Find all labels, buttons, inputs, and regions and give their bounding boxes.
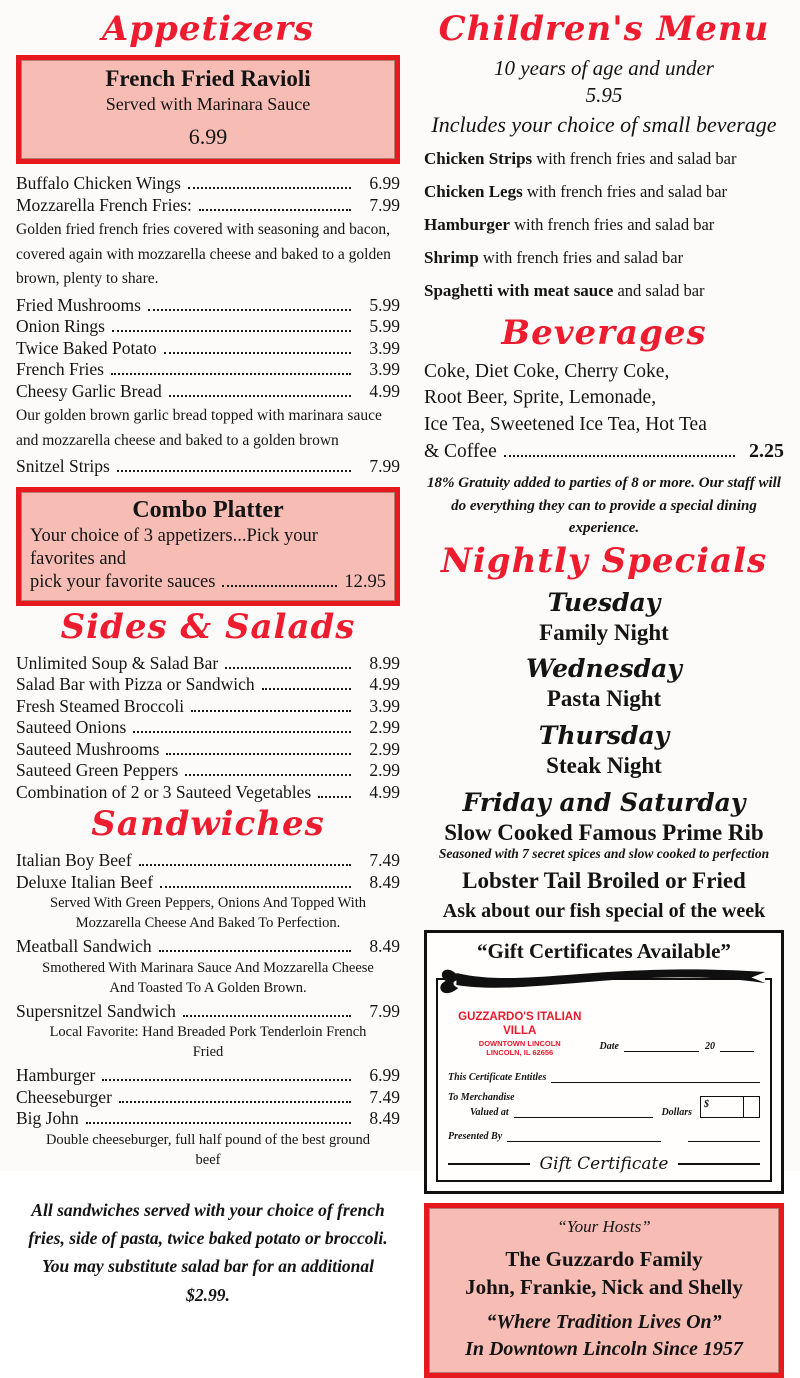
- sandwiches-footnote: All sandwiches served with your choice of french fries, side of pasta, twice baked potato or broccoli. You may substitute salad bar for an additional $2.99.: [28, 1199, 388, 1305]
- special-description: Seasoned with 7 secret spices and slow cooked to perfection: [438, 846, 770, 862]
- fish-special-note: Ask about our fish special of the week: [442, 899, 766, 922]
- childrens-item-name: Chicken Strips: [424, 149, 533, 169]
- hosts-family-name: The Guzzardo Family: [505, 1246, 703, 1271]
- menu-item-row: [16, 760, 400, 782]
- item-price: 7.49: [369, 1086, 400, 1107]
- ribbon-band: [456, 969, 765, 987]
- childrens-item: [424, 248, 784, 268]
- special-day: Wednesday: [526, 654, 682, 684]
- sandwiches-heading: Sandwiches: [91, 804, 325, 845]
- entitles-label: This Certificate Entitles: [448, 1071, 547, 1083]
- special-name: Steak Night: [546, 753, 662, 779]
- childrens-item: [424, 281, 784, 301]
- beverages-line: Coke, Diet Coke, Cherry Coke,: [424, 360, 670, 382]
- menu-item-row: [16, 653, 400, 675]
- item-price: 8.49: [369, 936, 400, 957]
- dot-leader: [160, 886, 351, 888]
- item-description: Double cheeseburger, full half pound of the best ground beef: [45, 1131, 371, 1168]
- beverages-line: Root Beer, Sprite, Lemonade,: [424, 387, 657, 409]
- item-name: Cheeseburger: [16, 1086, 112, 1107]
- certificate-caption: Gift Certificate: [539, 1154, 669, 1175]
- business-address-line: LINCOLN, IL 62656: [486, 1048, 554, 1058]
- item-name: Big John: [16, 1108, 79, 1129]
- childrens-item: [424, 149, 784, 169]
- presented-by-row: [448, 1127, 760, 1142]
- item-price: 6.99: [369, 1065, 400, 1086]
- dot-leader: [166, 753, 351, 755]
- menu-item-row: [16, 338, 400, 360]
- item-price: 7.99: [369, 1000, 400, 1021]
- dot-leader: [159, 950, 351, 952]
- menu-item-row: [16, 195, 400, 217]
- item-name: Deluxe Italian Beef: [16, 871, 154, 892]
- hosts-tagline: “Where Tradition Lives On”: [486, 1311, 722, 1334]
- dot-leader: [504, 455, 735, 457]
- item-price: 2.99: [369, 760, 400, 781]
- nightly-specials-heading: Nightly Specials: [440, 540, 768, 581]
- item-price: 4.99: [369, 674, 400, 695]
- beverages-line: Ice Tea, Sweetened Ice Tea, Hot Tea: [424, 413, 707, 435]
- dot-leader: [102, 1079, 351, 1081]
- menu-item-row: [16, 782, 400, 804]
- business-address-line: DOWNTOWN LINCOLN: [478, 1038, 561, 1048]
- dollar-box-divider: [743, 1097, 745, 1117]
- childrens-item-rest: and salad bar: [613, 280, 705, 300]
- featured-item-price: 6.99: [188, 124, 228, 150]
- appetizers-heading: Appetizers: [101, 9, 315, 49]
- item-price: 8.49: [369, 871, 400, 892]
- blank-line: [688, 1127, 760, 1142]
- childrens-age-note: 10 years of age and under: [494, 56, 714, 81]
- childrens-item-rest: with french fries and salad bar: [532, 149, 737, 169]
- dot-leader: [222, 585, 337, 587]
- childrens-menu-heading: Children's Menu: [438, 9, 770, 49]
- item-name: Italian Boy Beef: [16, 850, 132, 871]
- childrens-item-rest: with french fries and salad bar: [522, 182, 728, 202]
- dot-leader: [169, 395, 351, 397]
- menu-item-row: [16, 295, 400, 317]
- left-page-column: [8, 8, 404, 1305]
- item-price: 5.99: [369, 294, 400, 315]
- childrens-price: 5.95: [585, 83, 623, 108]
- business-name: GUZZARDO'S ITALIAN VILLA: [458, 1010, 582, 1038]
- dot-leader: [199, 209, 351, 211]
- blank-line: [624, 1037, 699, 1052]
- item-name: Sauteed Onions: [16, 717, 127, 738]
- dot-leader: [262, 688, 351, 690]
- dot-leader: [164, 352, 351, 354]
- date-label: Date: [599, 1041, 619, 1053]
- french-fried-ravioli-box: [16, 55, 400, 164]
- menu-item-row: [16, 1108, 400, 1130]
- item-price: 4.99: [369, 781, 400, 802]
- childrens-item-name: Spaghetti with meat sauce: [424, 280, 614, 300]
- presented-by-label: Presented By: [448, 1131, 503, 1143]
- merchandise-row: [448, 1092, 760, 1118]
- combo-title: Combo Platter: [132, 496, 284, 523]
- item-name: Combination of 2 or 3 Sauteed Vegetables: [16, 781, 312, 802]
- special-name: Pasta Night: [546, 686, 662, 712]
- gratuity-note: 18% Gratuity added to parties of 8 or more. Our staff will do everything they can to provide a special dining experience.: [427, 475, 781, 537]
- item-price: 8.99: [369, 652, 400, 673]
- hosts-tagline: In Downtown Lincoln Since 1957: [465, 1337, 743, 1360]
- combo-text-line2-row: [30, 571, 386, 594]
- menu-item-row: [16, 717, 400, 739]
- gift-certificates-box: [424, 930, 784, 1195]
- item-name: Mozzarella French Fries:: [16, 194, 192, 215]
- special-day: Tuesday: [547, 587, 661, 617]
- gift-certificate-form: [436, 978, 772, 1182]
- item-description: Served With Green Peppers, Onions And Topped With Mozzarella Cheese And Baked To Perfection.: [50, 895, 366, 932]
- hosts-quote: “Your Hosts”: [557, 1217, 651, 1237]
- item-price: 3.99: [369, 695, 400, 716]
- special-name: Slow Cooked Famous Prime Rib: [444, 819, 764, 845]
- childrens-item-rest: with french fries and salad bar: [509, 215, 715, 234]
- certificate-header-row: [448, 1010, 760, 1058]
- combo-text-line1: Your choice of 3 appetizers...Pick your favorites and: [30, 525, 318, 569]
- dollar-sign: $: [704, 1098, 709, 1110]
- item-price: 7.99: [369, 456, 400, 477]
- item-price: 5.99: [369, 316, 400, 337]
- dot-leader: [111, 373, 351, 375]
- item-price: 7.99: [369, 194, 400, 215]
- item-name: Snitzel Strips: [16, 456, 110, 477]
- beverages-heading: Beverages: [501, 312, 707, 353]
- menu-item-row: [16, 359, 400, 381]
- valued-at-row: [448, 1103, 653, 1118]
- item-description: Our golden brown garlic bread topped with marinara sauce and mozzarella cheese and baked to a golden brown: [16, 407, 382, 449]
- childrens-item-name: Chicken Legs: [424, 182, 523, 202]
- menu-item-row: [16, 936, 400, 958]
- childrens-item-name: Shrimp: [424, 247, 479, 267]
- hosts-members: John, Frankie, Nick and Shelly: [465, 1275, 743, 1300]
- menu-item-row: [16, 1001, 400, 1023]
- beverages-price: 2.25: [749, 440, 784, 463]
- business-block: [448, 1010, 592, 1058]
- dot-leader: [133, 731, 351, 733]
- dot-leader: [139, 864, 351, 866]
- merchandise-label: To Merchandise: [448, 1091, 515, 1103]
- dot-leader: [119, 1101, 351, 1103]
- dot-leader: [86, 1122, 351, 1124]
- dot-leader: [188, 187, 351, 189]
- childrens-item: [424, 215, 784, 235]
- dot-leader: [112, 330, 351, 332]
- blank-line: [720, 1037, 754, 1052]
- item-description: Golden fried french fries covered with seasoning and bacon, covered again with mozzarella cheese and baked to a golden brown, plenty to share.: [16, 221, 391, 288]
- item-price: 2.99: [369, 738, 400, 759]
- merchandise-labels: [448, 1092, 653, 1118]
- right-page-column: [404, 8, 794, 1360]
- menu-item-row: [16, 173, 400, 195]
- item-price: 8.49: [369, 1108, 400, 1129]
- childrens-item-name: Hamburger: [424, 215, 510, 234]
- dot-leader: [117, 470, 351, 472]
- item-name: Sauteed Mushrooms: [16, 738, 160, 759]
- menu-item-row: [16, 674, 400, 696]
- item-name: Fried Mushrooms: [16, 294, 141, 315]
- item-name: Onion Rings: [16, 316, 105, 337]
- menu-item-row: [16, 456, 400, 478]
- item-description: Smothered With Marinara Sauce And Mozzarella Cheese And Toasted To A Golden Brown.: [42, 959, 374, 996]
- item-name: Supersnitzel Sandwich: [16, 1000, 176, 1021]
- featured-item-subtitle: Served with Marinara Sauce: [105, 93, 311, 114]
- item-name: French Fries: [16, 359, 104, 380]
- ribbon-swoosh-icon: [437, 959, 767, 1001]
- certificate-caption-row: [448, 1154, 760, 1174]
- dot-leader: [318, 796, 351, 798]
- menu-item-row: [16, 850, 400, 872]
- special-name: Family Night: [539, 619, 669, 645]
- date-row: [600, 1037, 760, 1058]
- year-prefix: 20: [705, 1041, 715, 1053]
- menu-item-row: [16, 739, 400, 761]
- item-price: 3.99: [369, 359, 400, 380]
- menu-item-row: [16, 872, 400, 894]
- sides-salads-heading: Sides & Salads: [60, 606, 356, 647]
- childrens-beverage-note: Includes your choice of small beverage: [431, 111, 777, 137]
- menu-item-row: [16, 1065, 400, 1087]
- item-price: 4.99: [369, 380, 400, 401]
- dot-leader: [225, 667, 351, 669]
- dollars-label: Dollars: [661, 1106, 692, 1118]
- item-name: Fresh Steamed Broccoli: [16, 695, 185, 716]
- item-name: Salad Bar with Pizza or Sandwich: [16, 674, 255, 695]
- item-price: 3.99: [369, 337, 400, 358]
- blank-line: [514, 1103, 654, 1118]
- entitles-row: [448, 1067, 760, 1082]
- item-price: 2.99: [369, 717, 400, 738]
- childrens-item: [424, 182, 784, 202]
- item-name: Twice Baked Potato: [16, 337, 157, 358]
- item-description: Local Favorite: Hand Breaded Pork Tenderloin French Fried: [49, 1024, 367, 1061]
- dot-leader: [148, 309, 351, 311]
- item-name: Sauteed Green Peppers: [16, 760, 179, 781]
- dot-leader: [183, 1015, 351, 1017]
- item-price: 7.49: [369, 850, 400, 871]
- item-name: Unlimited Soup & Salad Bar: [16, 652, 219, 673]
- your-hosts-box: [424, 1203, 784, 1378]
- beverages-price-row: [424, 438, 784, 465]
- menu-item-row: [16, 696, 400, 718]
- dollar-amount-box: [700, 1096, 760, 1118]
- valued-at-label: Valued at: [470, 1106, 509, 1118]
- caption-rule: [448, 1163, 530, 1165]
- combo-price: 12.95: [344, 571, 386, 592]
- childrens-item-rest: with french fries and salad bar: [478, 247, 684, 267]
- combo-platter-box: [16, 487, 400, 606]
- featured-item-title: French Fried Ravioli: [105, 66, 311, 92]
- special-name: Lobster Tail Broiled or Fried: [462, 868, 746, 894]
- dot-leader: [191, 710, 351, 712]
- special-day: Thursday: [538, 721, 670, 751]
- blank-line: [507, 1127, 661, 1142]
- item-name: Cheesy Garlic Bread: [16, 380, 162, 401]
- item-name: Buffalo Chicken Wings: [16, 173, 181, 194]
- menu-item-row: [16, 1087, 400, 1109]
- caption-rule: [678, 1163, 760, 1165]
- menu-item-row: [16, 316, 400, 338]
- combo-text-line2: pick your favorite sauces: [30, 571, 216, 592]
- gift-certificates-title: “Gift Certificates Available”: [477, 938, 731, 963]
- item-name: Hamburger: [16, 1065, 96, 1086]
- item-name: Meatball Sandwich: [16, 936, 152, 957]
- blank-line: [551, 1067, 760, 1082]
- special-day: Friday and Saturday: [462, 787, 746, 817]
- dot-leader: [185, 774, 351, 776]
- menu-item-row: [16, 381, 400, 403]
- beverages-last-line: & Coffee: [424, 441, 497, 463]
- item-price: 6.99: [369, 173, 400, 194]
